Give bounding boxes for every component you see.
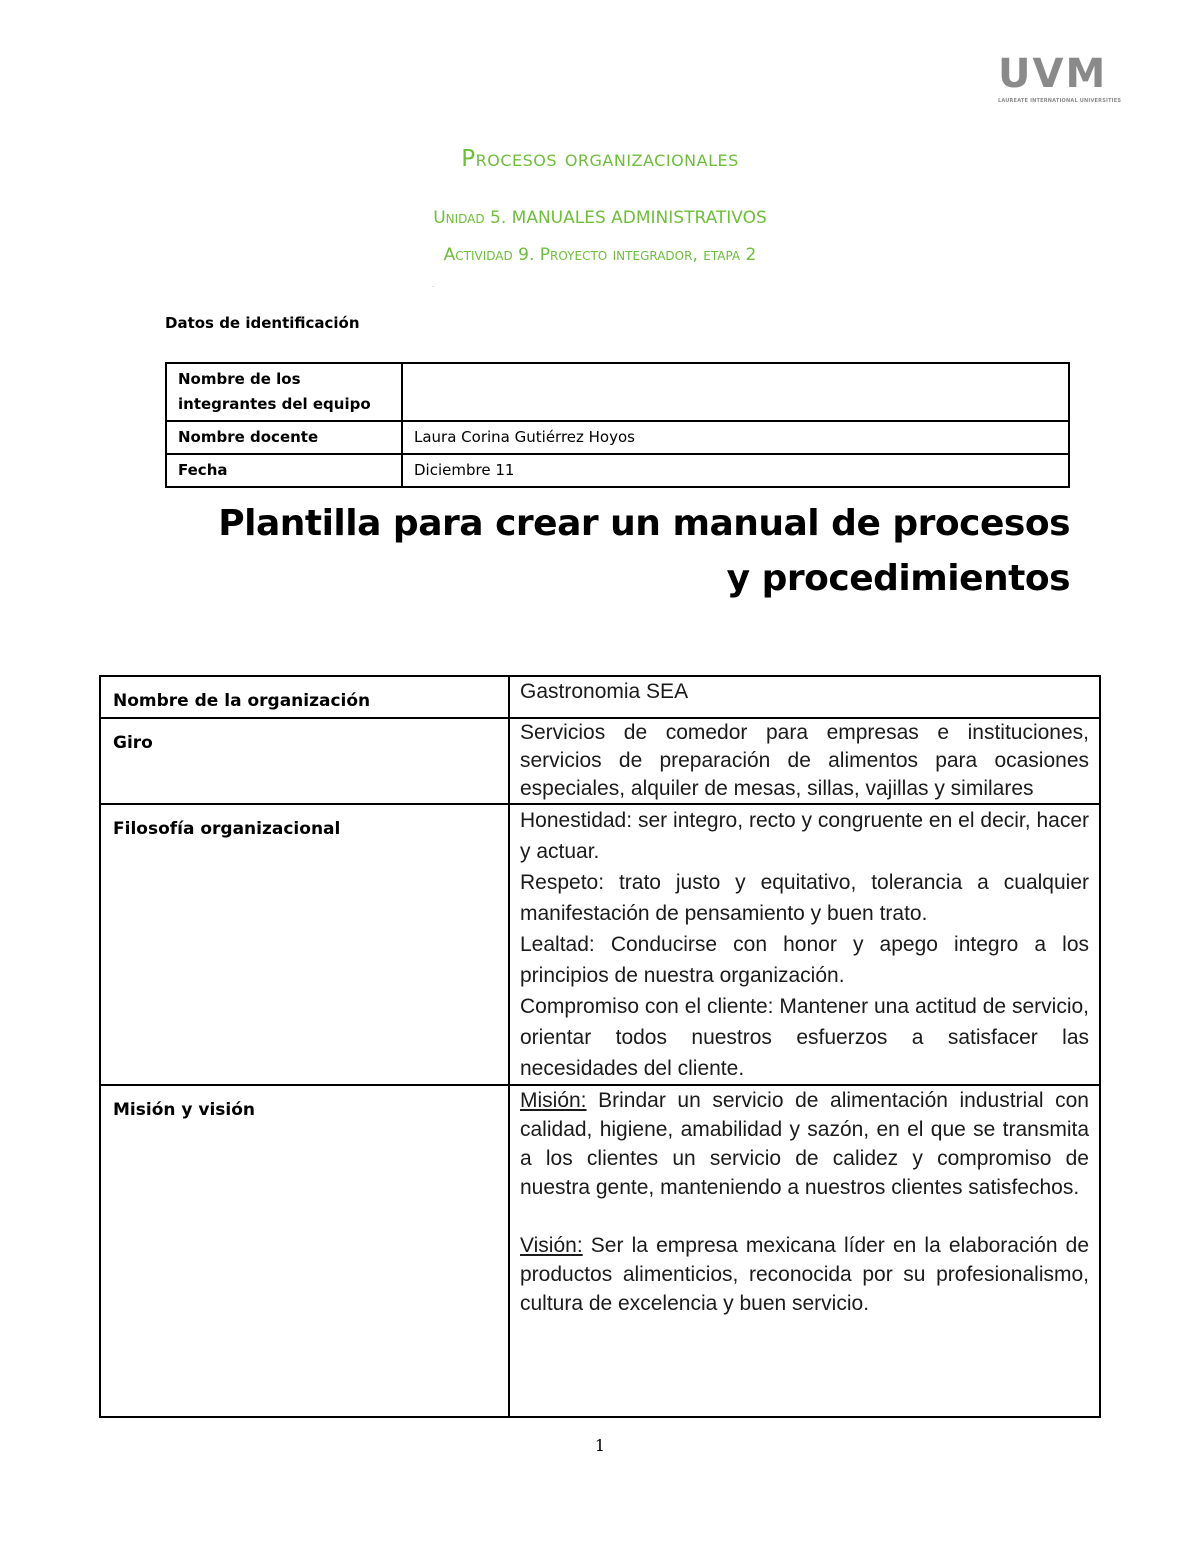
organization-table [99, 675, 1101, 1418]
mission-vision-value [509, 1085, 1100, 1417]
table-row [166, 454, 1069, 487]
philosophy-loyalty: Lealtad: Conducirse con honor y apego integro a los principios de nuestra organización. [520, 933, 1089, 987]
activity-title: Actividad 9. Proyecto integrador, etapa 2 [443, 245, 757, 265]
mission-vision-label: Misión y visión [100, 1085, 509, 1417]
philosophy-honesty: Honestidad: ser integro, recto y congruente en el decir, hacer y actuar. [520, 809, 1089, 863]
philosophy-label: Filosofía organizacional [100, 804, 509, 1085]
vision-title: Visión: [520, 1234, 583, 1257]
template-title [160, 496, 1070, 606]
table-row [100, 676, 1100, 718]
philosophy-commitment: Compromiso con el cliente: Mantener una actitud de servicio, orientar todos nuestros esfuerzos a satisfacer las necesidades del cliente. [520, 995, 1089, 1080]
philosophy-values [509, 804, 1100, 1085]
team-members-value [402, 363, 1069, 421]
logo-subtitle: LAUREATE INTERNATIONAL UNIVERSITIES [998, 98, 1122, 104]
philosophy-respect: Respeto: trato justo y equitativo, tolerancia a cualquier manifestación de pensamiento y buen trato. [520, 871, 1089, 925]
identification-table [165, 362, 1070, 488]
table-row [100, 718, 1100, 804]
teacher-label: Nombre docente [166, 421, 402, 454]
table-row [166, 421, 1069, 454]
table-row [100, 804, 1100, 1085]
document-title: Procesos organizacionales [461, 146, 739, 172]
identification-label: Datos de identificación [165, 314, 360, 332]
logo-wordmark: UVM [998, 51, 1108, 97]
vision-paragraph [520, 1231, 1089, 1318]
org-name-value: Gastronomia SEA [509, 676, 1100, 718]
giro-value: Servicios de comedor para empresas e instituciones, servicios de preparación de alimentos para ocasiones especiales, alquiler de mesas, sillas, vajillas y similares [509, 718, 1100, 804]
vision-text: Ser la empresa mexicana líder en la elaboración de productos alimenticios, reconocida por su profesionalismo, cultura de excelencia y buen servicio. [520, 1234, 1089, 1315]
template-title-line1: Plantilla para crear un manual de procesos [218, 503, 1070, 544]
org-name-label: Nombre de la organización [100, 676, 509, 718]
uvm-logo [998, 51, 1122, 106]
template-title-line2: y procedimientos [726, 558, 1070, 599]
giro-label: Giro [100, 718, 509, 804]
team-members-label: Nombre de los integrantes del equipo [166, 363, 402, 421]
date-label: Fecha [166, 454, 402, 487]
teacher-value: Laura Corina Gutiérrez Hoyos [402, 421, 1069, 454]
stray-dot: . [432, 280, 435, 289]
unit-title: Unidad 5. MANUALES ADMINISTRATIVOS [433, 208, 767, 228]
mission-text: Brindar un servicio de alimentación industrial con calidad, higiene, amabilidad y sazón, en el que se transmita a los clientes un servicio de calidez y compromiso de nuestra gente, manteniendo a nuestros clientes satisfechos. [520, 1089, 1089, 1199]
mission-paragraph [520, 1086, 1089, 1202]
table-row [100, 1085, 1100, 1417]
date-value: Diciembre 11 [402, 454, 1069, 487]
table-row [166, 363, 1069, 421]
page-number: 1 [594, 1436, 606, 1455]
mission-title: Misión: [520, 1089, 587, 1112]
